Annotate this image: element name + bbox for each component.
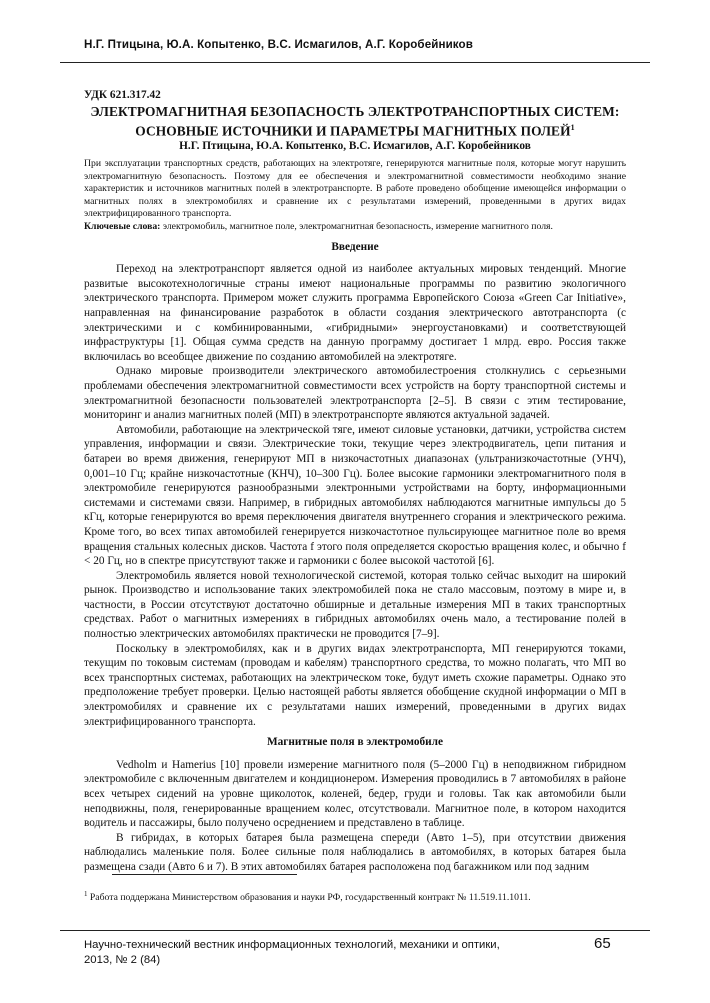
footnote-divider — [112, 874, 297, 875]
footer-divider — [60, 930, 650, 931]
footnote-text: Работа поддержана Министерством образования и науки РФ, государственный контракт № 11.519.11.1011. — [89, 892, 531, 904]
keywords-text: электромобиль, магнитное поле, электромагнитная безопасность, измерение магнитного поля. — [162, 221, 553, 233]
section-heading-magnetic-fields: Магнитные поля в электромобиле — [266, 736, 444, 749]
footnote-mark: 1 — [84, 890, 88, 898]
title-footnote-mark: 1 — [570, 122, 575, 132]
article-authors: Н.Г. Птицына, Ю.А. Копытенко, В.С. Исмагилов, А.Г. Коробейников — [179, 140, 531, 153]
page-number: 65 — [594, 935, 611, 952]
abstract: При эксплуатации транспортных средств, работающих на электротяге, генерируются магнитные поля, которые могут нарушить электромагнитную безопасность. Поэтому для ее обеспечения и электромагнитной совместимости необходимо знание характеристик и источников магнитных полей в электротранспорте. В работе проведено обобщение имеющейся информации о магнитных полях в электромобилях и сравнение их с результатами измерений, проведенными в других видах электрифицированного транспорта. — [84, 158, 626, 220]
journal-name-line: Научно-технический вестник информационных технологий, механики и оптики, — [84, 939, 500, 951]
footnote — [84, 890, 624, 903]
intro-paragraph-3: Автомобили, работающие на электрической тяге, имеют силовые установки, датчики, устройства систем управления, информации и связи. Электрические токи, текущие через электродвигатель, цепи питания и батареи во время движения, генерируют МП в низкочастотных диапазонах (ультранизкочастотные (УНЧ), 0,001–10 Гц; крайне низкочастотные (КНЧ), 10–300 Гц). Более высокие гармоники электромагнитного поля в электромобиле генерируются разнообразными электронными устройствами на борту, информационными системами и системами связи. Например, в гибридных автомобилях наблюдаются магнитные импульсы до 5 кГц, которые генерируются во время переключения двигателя внутреннего сгорания и электрического режима. Кроме того, во всех типах автомобилей генерируется низкочастотное пульсирующее магнитное поле во время вращения стальных колесных дисков. Частота f этого поля определяется скоростью вращения колес, и обычно f < 20 Гц, но в спектре присутствуют также и гармоники с более высокой частотой [6]. — [84, 423, 626, 568]
udk-code: УДК 621.317.42 — [84, 89, 161, 101]
keywords — [84, 221, 626, 234]
article-body — [84, 88, 626, 875]
journal-issue-line: 2013, № 2 (84) — [84, 954, 161, 966]
header-divider — [60, 62, 650, 63]
fields-paragraph-1: Vedholm и Hamerius [10] провели измерение магнитного поля (5–2000 Гц) в неподвижном гибридном электромобиле с включенным двигателем и кондиционером. Измерения проводились в 7 автомобилях в районе всех четырех сидений на уровне щиколоток, коленей, бедер, груди и головы. Так как автомобили были неподвижны, поля, генерированные вращением колес, отсутствовали. Магнитное поле, в котором находится водитель и пассажиры, было получено осреднением и представлено в таблице. — [84, 758, 626, 830]
fields-paragraph-2: В гибридах, в которых батарея была размещена спереди (Авто 1–5), при отсутствии движения наблюдались маленькие поля. Более сильные поля наблюдались в автомобилях, в которых батарея была размещена сзади (Авто 6 и 7). В этих автомобилях батарея расположена под багажником или под задним — [84, 831, 626, 873]
article-title-text: ЭЛЕКТРОМАГНИТНАЯ БЕЗОПАСНОСТЬ ЭЛЕКТРОТРАНСПОРТНЫХ СИСТЕМ: ОСНОВНЫЕ ИСТОЧНИКИ И ПАРАМЕТРЫ МАГНИТНЫХ ПОЛЕЙ — [90, 103, 620, 139]
keywords-label: Ключевые слова: — [84, 221, 161, 233]
intro-paragraph-2: Однако мировые производители электрического автомобилестроения столкнулись с серьезными проблемами обеспечения электромагнитной совместимости всех устройств на борту транспортной системы и электромагнитной безопасности пользователей электротранспорта [2–5]. В связи с этим тестирование, мониторинг и анализ магнитных полей (МП) в электротранспорте являются актуальной задачей. — [84, 365, 626, 422]
running-header-authors: Н.Г. Птицына, Ю.А. Копытенко, В.С. Исмагилов, А.Г. Коробейников — [84, 38, 473, 51]
journal-citation — [84, 938, 500, 968]
article-title — [84, 104, 626, 140]
intro-paragraph-5: Поскольку в электромобилях, как и в других видах электротранспорта, МП генерируются токами, текущим по токовым системам (проводам и кабелям) транспортного средства, то можно полагать, что МП во всех транспортных системах, работающих на электрическом токе, будут иметь схожие параметры. Однако это предположение требует проверки. Целью настоящей работы является обобщение скудной информации о МП в электромобилях и сравнение их с результатами наших измерений, проведенными в других видах электрифицированного транспорта. — [84, 642, 626, 728]
intro-paragraph-1: Переход на электротранспорт является одной из наиболее актуальных мировых тенденций. Многие развитые высокотехнологичные страны имеют национальные программы по развитию экологичного электрического транспорта. Примером может служить программа Европейского Союза «Green Car Initiative», направленная на финансирование разработок в области создания электрического автотранспорта (с электрическими и с комбинированными, «гибридными» энергоустановками) и соответствующей инфраструктуры [1]. Общая сумма средств на данную программу достигает 1 млрд. евро. Россия также включилась во всеобщее движение по созданию автомобилей на электротяге. — [84, 263, 626, 363]
section-heading-introduction: Введение — [331, 240, 379, 253]
intro-paragraph-4: Электромобиль является новой технологической системой, которая только сейчас выходит на широкий рынок. Производство и использование таких электромобилей пока не стало массовым, поэтому в мире и, в частности, в России отсутствуют достаточно обширные и детальные измерения МП в таких транспортных средствах. Работ о магнитных измерениях в гибридных автомобилях очень мало, а тестирование полей в полностью электрических автомобилях практически не проводится [7–9]. — [84, 569, 626, 641]
